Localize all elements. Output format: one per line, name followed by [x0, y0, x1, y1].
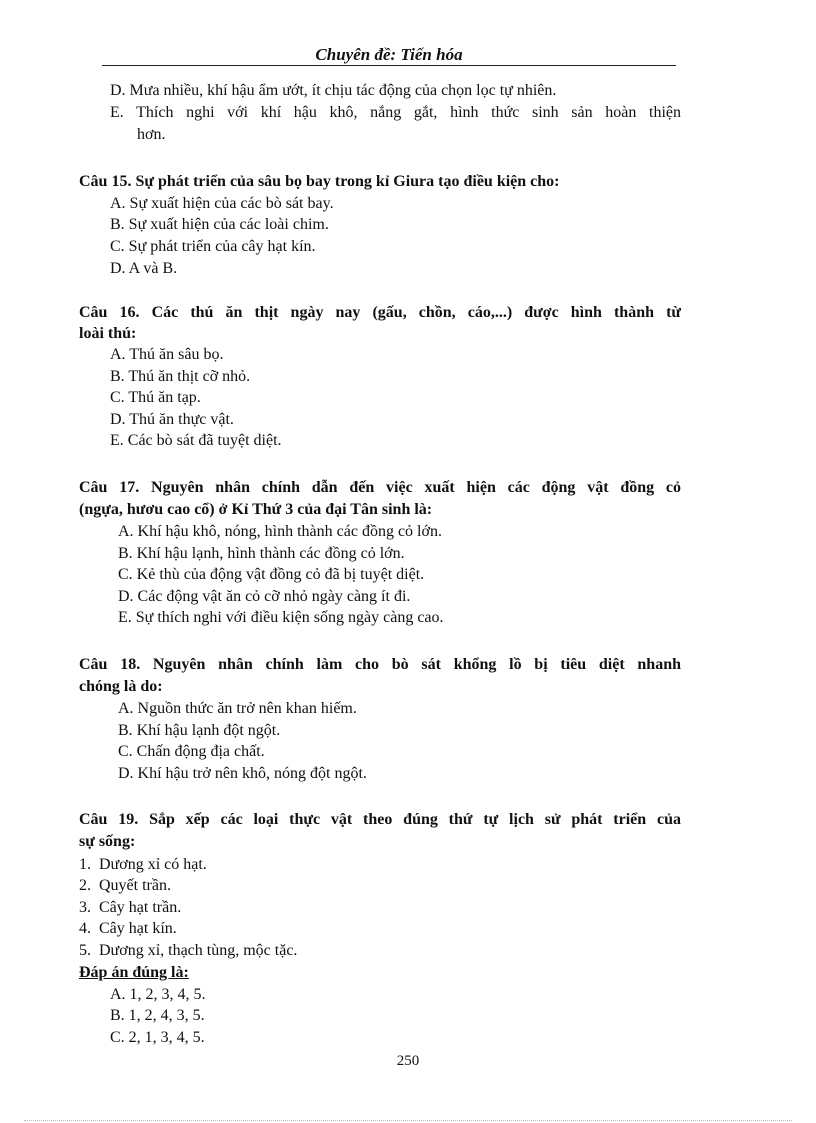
q17-option-e: E. Sự thích nghi với điều kiện sống ngày càng cao. — [118, 609, 444, 626]
q19-item-5: 5. Dương xỉ, thạch tùng, mộc tặc. — [79, 942, 298, 959]
question-16-title: Câu 16. Các thú ăn thịt ngày nay (gấu, chồn, cáo,...) được hình thành từ — [79, 304, 681, 321]
q17-option-c: C. Kẻ thù của động vật đồng cỏ đã bị tuyệt diệt. — [118, 566, 425, 583]
q16-option-c: C. Thú ăn tạp. — [110, 389, 201, 406]
question-18-title: Câu 18. Nguyên nhân chính làm cho bò sát khổng lồ bị tiêu diệt nhanh — [79, 656, 681, 673]
q16-option-d: D. Thú ăn thực vật. — [110, 411, 234, 428]
question-17-title: Câu 17. Nguyên nhân chính dẫn đến việc xuất hiện các động vật đồng cỏ — [79, 479, 681, 496]
question-16-title-cont: loài thú: — [79, 325, 137, 342]
q15-option-a: A. Sự xuất hiện của các bò sát bay. — [110, 195, 334, 212]
q17-option-b: B. Khí hậu lạnh, hình thành các đồng cỏ lớn. — [118, 545, 405, 562]
question-17-title-cont: (ngựa, hươu cao cổ) ở Kỉ Thứ 3 của đại Tân sinh là: — [79, 501, 433, 518]
q15-option-d: D. A và B. — [110, 260, 178, 277]
q19-answer-label: Đáp án đúng là: — [79, 964, 189, 981]
q16-option-e: E. Các bò sát đã tuyệt diệt. — [110, 432, 282, 449]
q18-option-d: D. Khí hậu trở nên khô, nóng đột ngột. — [118, 765, 367, 782]
question-19-title: Câu 19. Sắp xếp các loại thực vật theo đúng thứ tự lịch sử phát triển của — [79, 811, 681, 828]
q19-option-c: C. 2, 1, 3, 4, 5. — [110, 1029, 205, 1046]
page-header-title: Chuyên đề: Tiến hóa — [315, 45, 463, 64]
q17-option-a: A. Khí hậu khô, nóng, hình thành các đồng cỏ lớn. — [118, 523, 442, 540]
page-bottom-divider — [24, 1120, 792, 1121]
q19-option-a: A. 1, 2, 3, 4, 5. — [110, 986, 206, 1003]
prev-option-d: D. Mưa nhiều, khí hậu ẩm ướt, ít chịu tác động của chọn lọc tự nhiên. — [110, 82, 557, 99]
header-divider — [102, 65, 676, 66]
q19-item-2: 2. Quyết trần. — [79, 877, 171, 894]
question-15-title: Câu 15. Sự phát triển của sâu bọ bay trong kỉ Giura tạo điều kiện cho: — [79, 173, 560, 190]
q17-option-d: D. Các động vật ăn cỏ cỡ nhỏ ngày càng ít đi. — [118, 588, 411, 605]
q15-option-c: C. Sự phát triển của cây hạt kín. — [110, 238, 316, 255]
q19-option-b: B. 1, 2, 4, 3, 5. — [110, 1007, 205, 1024]
prev-option-e-cont: hơn. — [137, 126, 166, 143]
q16-option-a: A. Thú ăn sâu bọ. — [110, 346, 224, 363]
question-18-title-cont: chóng là do: — [79, 678, 163, 695]
page-number: 250 — [396, 1053, 420, 1069]
q15-option-b: B. Sự xuất hiện của các loài chim. — [110, 216, 329, 233]
q18-option-a: A. Nguồn thức ăn trở nên khan hiếm. — [118, 700, 357, 717]
q19-item-4: 4. Cây hạt kín. — [79, 920, 177, 937]
q18-option-b: B. Khí hậu lạnh đột ngột. — [118, 722, 281, 739]
question-19-title-cont: sự sống: — [79, 833, 136, 850]
q19-item-3: 3. Cây hạt trần. — [79, 899, 182, 916]
q16-option-b: B. Thú ăn thịt cỡ nhỏ. — [110, 368, 251, 385]
prev-option-e: E. Thích nghi với khí hậu khô, nắng gắt, hình thức sinh sản hoàn thiện — [110, 104, 681, 121]
q19-item-1: 1. Dương xỉ có hạt. — [79, 856, 207, 873]
q18-option-c: C. Chấn động địa chất. — [118, 743, 265, 760]
